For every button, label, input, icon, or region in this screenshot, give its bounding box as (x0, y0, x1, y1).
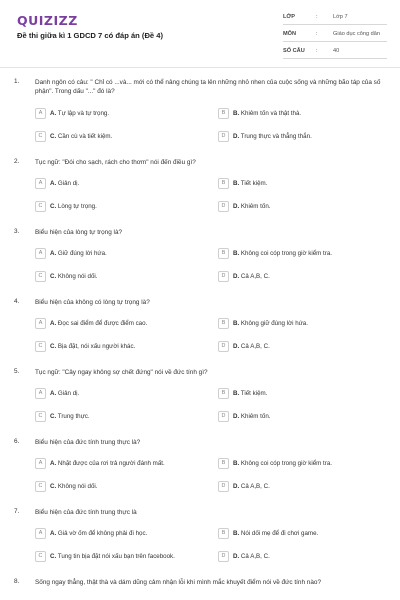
option-letter-badge: B (218, 248, 229, 259)
option-label: B. (233, 390, 240, 397)
option-text: Nói dối mẹ để đi chơi game. (240, 530, 319, 537)
meta-colon: : (316, 48, 318, 54)
option-d[interactable] (218, 551, 380, 563)
option-letter-badge: A (35, 388, 46, 399)
option-text: Cả A,B, C. (240, 343, 270, 350)
option-c[interactable] (35, 201, 197, 213)
option-label: A. (50, 390, 57, 397)
option-text: Không giữ đúng lời hứa. (240, 320, 308, 327)
option-label: B. (233, 110, 240, 117)
option-text: Cả A,B, C. (240, 273, 270, 280)
option-label: B. (233, 320, 240, 327)
option-d[interactable] (218, 131, 380, 143)
option-letter-badge: B (218, 388, 229, 399)
option-c[interactable] (35, 271, 197, 283)
option-text: Tự lập và tự trọng. (57, 110, 110, 117)
meta-row-class (283, 11, 387, 25)
option-letter-badge: C (35, 131, 46, 142)
option-letter-badge: B (218, 528, 229, 539)
meta-colon: : (316, 14, 318, 20)
option-label: A. (50, 110, 57, 117)
option-letter-badge: A (35, 108, 46, 119)
option-d[interactable] (218, 481, 380, 493)
option-label: C. (50, 133, 57, 140)
option-label: C. (50, 203, 57, 210)
option-text: Tiết kiệm. (240, 180, 268, 187)
option-text: Giả vờ ốm để không phải đi học. (57, 530, 148, 537)
option-b[interactable] (218, 388, 380, 400)
worksheet-header (0, 0, 400, 68)
option-label: D. (233, 273, 240, 280)
option-label: C. (50, 483, 57, 490)
option-label: C. (50, 413, 57, 420)
meta-value: Giáo dục công dân (333, 31, 380, 37)
header-divider (0, 67, 400, 68)
option-letter-badge: D (218, 551, 229, 562)
option-letter-badge: C (35, 551, 46, 562)
question-text: Biểu hiện của lòng tự trọng là? (35, 229, 123, 236)
question-number: 1. (14, 78, 20, 85)
question-number: 6. (14, 438, 20, 445)
option-text: Lòng tự trọng. (57, 203, 97, 210)
option-label: B. (233, 180, 240, 187)
option-label: A. (50, 250, 57, 257)
option-d[interactable] (218, 271, 380, 283)
option-text: Trung thực. (57, 413, 90, 420)
option-c[interactable] (35, 131, 197, 143)
option-c[interactable] (35, 341, 197, 353)
option-letter-badge: A (35, 528, 46, 539)
option-b[interactable] (218, 458, 380, 470)
option-letter-badge: D (218, 411, 229, 422)
option-label: D. (233, 133, 240, 140)
meta-label: SỐ CÂU (283, 48, 305, 54)
option-text: Không nói dối. (57, 273, 98, 280)
page-title: Đề thi giữa kì 1 GDCD 7 có đáp án (Đề 4) (17, 31, 164, 40)
option-a[interactable] (35, 528, 197, 540)
option-label: A. (50, 320, 57, 327)
meta-row-subject (283, 28, 387, 42)
option-b[interactable] (218, 178, 380, 190)
meta-value: 40 (333, 48, 340, 54)
meta-value: Lớp 7 (333, 14, 348, 20)
option-c[interactable] (35, 411, 197, 423)
option-d[interactable] (218, 341, 380, 353)
option-label: C. (50, 553, 57, 560)
option-text: Giữ đúng lời hứa. (57, 250, 107, 257)
option-letter-badge: D (218, 201, 229, 212)
option-letter-badge: C (35, 341, 46, 352)
option-label: C. (50, 343, 57, 350)
option-text: Giản dị. (57, 180, 80, 187)
option-label: D. (233, 343, 240, 350)
question-number: 8. (14, 578, 20, 585)
option-text: Tung tin bịa đặt nói xấu bạn trên facebook. (57, 553, 175, 560)
question-text: Sống ngay thẳng, thật thà và dám dũng cảm nhận lỗi khi mình mắc khuyết điểm nói về đức tính nào? (35, 579, 321, 586)
option-a[interactable] (35, 388, 197, 400)
question-number: 4. (14, 298, 20, 305)
option-letter-badge: A (35, 318, 46, 329)
option-text: Tiết kiệm. (240, 390, 268, 397)
option-c[interactable] (35, 481, 197, 493)
option-letter-badge: C (35, 271, 46, 282)
option-label: D. (233, 553, 240, 560)
option-b[interactable] (218, 248, 380, 260)
option-d[interactable] (218, 201, 380, 213)
option-letter-badge: A (35, 458, 46, 469)
option-letter-badge: D (218, 131, 229, 142)
option-letter-badge: C (35, 201, 46, 212)
option-b[interactable] (218, 108, 380, 120)
option-letter-badge: A (35, 178, 46, 189)
option-b[interactable] (218, 318, 380, 330)
option-a[interactable] (35, 108, 197, 120)
option-a[interactable] (35, 318, 197, 330)
option-text: Khiêm tốn. (240, 413, 271, 420)
option-letter-badge: B (218, 458, 229, 469)
worksheet-meta (283, 11, 387, 62)
option-label: D. (233, 413, 240, 420)
option-label: A. (50, 460, 57, 467)
question-text: Tục ngữ: "Đói cho sạch, rách cho thơm" nói đến điều gì? (35, 159, 196, 166)
option-label: D. (233, 203, 240, 210)
question-text: Biểu hiện của đức tính trung thực là? (35, 439, 141, 446)
option-label: A. (50, 530, 57, 537)
option-text: Bịa đặt, nói xấu người khác. (57, 343, 136, 350)
option-a[interactable] (35, 458, 197, 470)
option-label: B. (233, 530, 240, 537)
question-text: Tục ngữ: "Cây ngay không sợ chết đứng" nói về đức tính gì? (35, 369, 208, 376)
question-number: 3. (14, 228, 20, 235)
option-a[interactable] (35, 248, 197, 260)
question-number: 5. (14, 368, 20, 375)
option-text: Cần cù và tiết kiệm. (57, 133, 113, 140)
option-text: Trung thực và thẳng thắn. (240, 133, 312, 140)
option-letter-badge: D (218, 341, 229, 352)
option-label: D. (233, 483, 240, 490)
option-text: Cả A,B, C. (240, 553, 270, 560)
meta-label: LỚP (283, 14, 295, 20)
option-text: Khiêm tốn và thật thà. (240, 110, 302, 117)
meta-label: MÔN (283, 31, 297, 37)
option-b[interactable] (218, 528, 380, 540)
option-label: B. (233, 460, 240, 467)
meta-colon: : (316, 31, 318, 37)
option-label: C. (50, 273, 57, 280)
question-text: Danh ngôn có câu: " Chỉ có ...và... mới có thể nâng chúng ta lên những nhỏ nhen của cuộc sống và những bão táp của số phận". Trong dấu "..." đó là? (35, 79, 381, 95)
question-number: 7. (14, 508, 20, 515)
option-letter-badge: A (35, 248, 46, 259)
option-letter-badge: C (35, 481, 46, 492)
question-number: 2. (14, 158, 20, 165)
question-text: Biểu hiện của không có lòng tự trọng là? (35, 299, 150, 306)
option-label: B. (233, 250, 240, 257)
option-letter-badge: D (218, 481, 229, 492)
option-letter-badge: B (218, 318, 229, 329)
option-letter-badge: B (218, 178, 229, 189)
option-letter-badge: D (218, 271, 229, 282)
question-text: Biểu hiện của đức tính trung thực là (35, 509, 137, 516)
option-text: Không coi cóp trong giờ kiểm tra. (240, 460, 332, 467)
option-d[interactable] (218, 411, 380, 423)
option-letter-badge: B (218, 108, 229, 119)
option-text: Không coi cóp trong giờ kiểm tra. (240, 250, 332, 257)
option-text: Nhặt được của rơi trả người đánh mất. (57, 460, 165, 467)
option-text: Cả A,B, C. (240, 483, 270, 490)
option-a[interactable] (35, 178, 197, 190)
option-letter-badge: C (35, 411, 46, 422)
option-text: Giản dị. (57, 390, 80, 397)
option-c[interactable] (35, 551, 197, 563)
option-text: Không nói dối. (57, 483, 98, 490)
option-label: A. (50, 180, 57, 187)
meta-row-count (283, 45, 387, 59)
quizizz-logo: QUIZIZZ (17, 13, 78, 28)
option-text: Đọc sai điểm để được điểm cao. (57, 320, 148, 327)
option-text: Khiêm tốn. (240, 203, 271, 210)
